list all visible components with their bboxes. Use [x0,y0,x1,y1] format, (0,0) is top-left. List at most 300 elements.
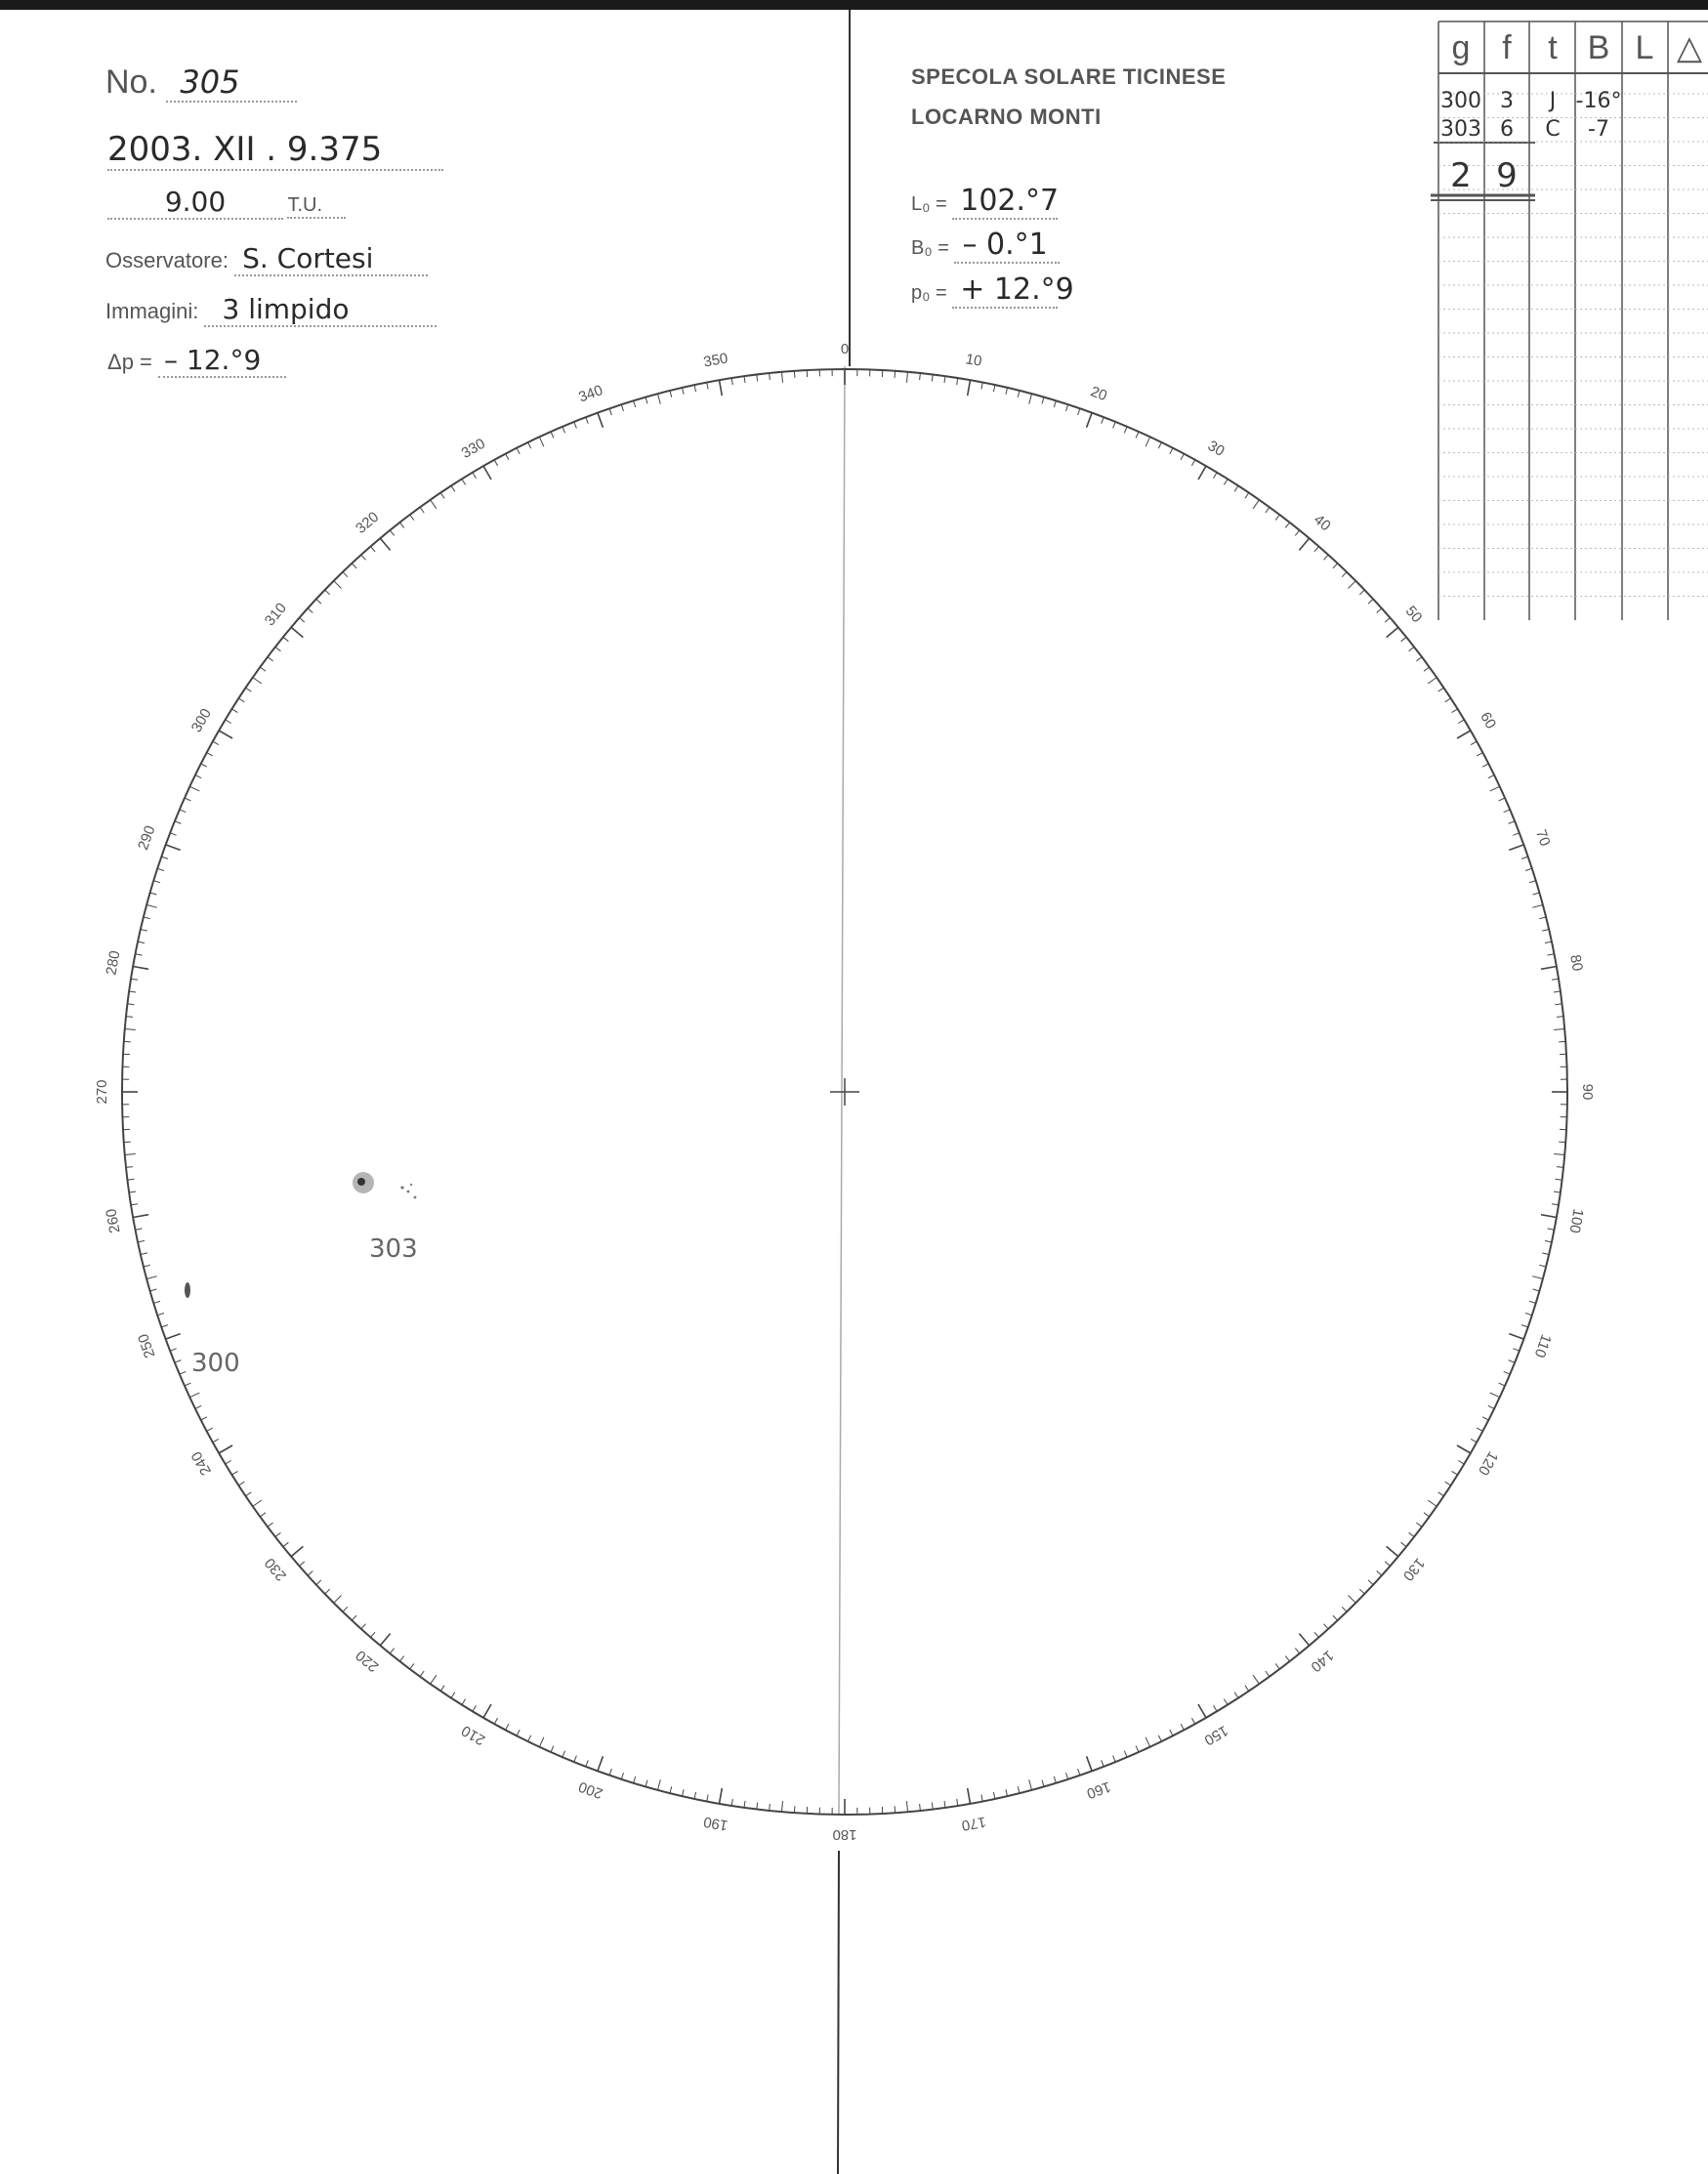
scale-tick [150,1289,157,1291]
scale-tick [1349,581,1356,589]
table-cell-group: 303 [1440,117,1481,142]
scale-tick [1214,473,1218,479]
scale-tick [1499,798,1505,801]
scale-tick [1438,688,1444,691]
scale-tick [1006,1789,1008,1796]
scale-tick [621,404,623,411]
scale-tick [670,391,672,397]
scale-tick [1490,1393,1500,1398]
group-300-label: 300 [191,1349,240,1378]
scale-tick [371,1632,376,1637]
scale-tick [494,1718,497,1724]
scale-tick [1477,753,1482,756]
scale-tick [1054,1777,1056,1783]
scale-tick [1266,507,1270,513]
table-header-b: B [1587,29,1610,66]
scale-tick [981,1795,982,1802]
scale-tick [1285,523,1289,528]
scale-tick [646,1780,647,1787]
scale-tick [770,1804,771,1811]
scale-tick [1513,1349,1520,1352]
scale-tick [1452,709,1458,713]
central-meridian-line [839,366,845,1814]
scale-tick [1409,647,1415,650]
l0-label: L₀ = [911,193,947,215]
table-cell-spots: 6 [1500,117,1514,142]
scale-tick [1042,1780,1044,1787]
scale-tick [1533,1289,1540,1291]
table-header-t: t [1548,29,1558,66]
table-header-f: f [1502,29,1512,66]
scale-tick [720,1788,723,1804]
scale-tick [1333,1615,1338,1620]
number-value: 305 [166,63,297,103]
table-cell-type: J [1549,89,1557,113]
table-total-spots: 9 [1496,156,1518,195]
scale-tick [268,657,273,661]
scale-tick [794,371,795,378]
scale-tick [213,741,219,744]
scale-tick [380,1634,390,1646]
scale-tick [1387,627,1398,637]
scale-tick [133,1215,148,1218]
scale-label: 30 [1204,437,1228,460]
scale-tick [253,678,262,684]
scale-tick [390,530,394,536]
scale-label: 110 [1530,1331,1555,1360]
scale-tick [462,479,466,484]
scale-tick [371,547,376,552]
scale-tick [189,1393,199,1398]
scale-tick [157,868,164,870]
scale-tick [895,371,896,378]
scale-tick [1253,1675,1259,1684]
scale-tick [1458,720,1464,724]
scale-tick [1552,979,1559,980]
scale-tick [1275,1663,1279,1669]
scale-tick [1266,1671,1270,1677]
scale-label: 270 [93,1079,110,1105]
time-value: 9.00 [107,186,283,220]
scale-tick [1299,538,1309,550]
scale-tick [136,1229,143,1230]
sunspot-group-303 [353,1172,418,1264]
scale-tick [1488,775,1494,778]
scale-tick [1409,1532,1415,1536]
images-value: 3 limpido [204,293,437,327]
scale-tick [1198,466,1206,480]
scale-tick [1342,1607,1347,1611]
scale-tick [141,1253,147,1255]
scale-tick [1529,881,1536,883]
scale-label: 60 [1477,709,1500,732]
table-cell-spots: 3 [1500,89,1514,113]
scale-tick [621,1773,623,1779]
scale-tick [141,930,147,932]
scale-tick [334,581,342,589]
scale-tick [1529,1301,1536,1303]
scale-label: 40 [1310,511,1334,535]
scale-label: 250 [135,1331,159,1360]
scale-tick [634,400,636,407]
scale-tick [1556,1004,1562,1005]
scale-tick [231,1471,237,1475]
scale-tick [574,1756,577,1763]
scale-tick [1509,1360,1516,1363]
scale-tick [757,375,758,382]
scale-tick [410,515,414,521]
table-cell-type: C [1545,117,1561,142]
scale-tick [1324,555,1329,560]
table-header-g: g [1451,29,1471,66]
scale-label: 100 [1565,1207,1587,1234]
scale-tick [744,376,745,383]
scale-tick [219,731,232,738]
time-unit: T.U. [287,194,346,219]
scale-tick [1387,1546,1398,1556]
scale-label: 350 [702,350,729,371]
scale-tick [634,1777,636,1783]
scale-tick [133,967,148,970]
scale-tick [128,1004,135,1005]
scale-tick [1457,1445,1471,1453]
bottom-axis-line [838,1851,839,2174]
scale-tick [144,917,150,919]
scale-tick [1170,1730,1173,1735]
scale-tick [1054,400,1056,407]
table-total-groups: 2 [1450,156,1472,195]
scale-label: 220 [353,1647,383,1676]
scale-tick [1539,1265,1546,1267]
p0-value: + 12.°9 [952,272,1058,309]
scale-tick [551,1746,554,1752]
scale-tick [483,1704,491,1718]
scale-tick [1181,454,1184,460]
scale-tick [1006,388,1008,395]
scale-tick [907,372,908,383]
scale-tick [246,688,252,691]
scale-tick [720,380,723,396]
scale-tick [1295,530,1299,536]
scale-tick [283,637,289,641]
scale-tick [1234,485,1238,491]
scale-tick [161,1325,168,1327]
scale-tick [1504,810,1511,813]
scale-tick [770,373,771,380]
scale-tick [431,1675,437,1684]
l0-value: 102.°7 [952,184,1058,220]
observatory-name: SPECOLA SOLARE TICINESE [911,64,1227,89]
scale-tick [1559,1142,1565,1143]
scale-tick [1285,1656,1289,1662]
table-header-delta: △ [1676,29,1703,66]
scale-tick [231,709,237,713]
scale-tick [1066,1773,1068,1779]
scale-tick [195,775,201,778]
scale-tick [683,388,685,395]
images-label: Immagini: [105,299,199,323]
scale-tick [1545,941,1552,943]
scale-tick [1482,764,1488,767]
scale-tick [1509,845,1523,851]
scale-tick [352,564,356,568]
scale-tick [1314,1632,1319,1637]
scale-tick [238,698,244,702]
scale-tick [1424,667,1430,671]
scale-tick [420,507,424,513]
scale-tick [517,1730,520,1735]
table-header-l: L [1635,29,1654,66]
scale-tick [598,413,604,428]
scale-tick [153,1301,160,1303]
scale-label: 0 [840,340,850,357]
scale-tick [1102,1760,1104,1767]
scale-tick [981,383,982,390]
scale-tick [957,1799,958,1806]
scale-tick [1424,1513,1430,1517]
scale-tick [609,1769,611,1776]
scale-tick [124,1041,131,1042]
scale-label: 130 [1399,1554,1429,1584]
scale-tick [431,500,437,509]
scale-tick [180,1371,187,1374]
scale-tick [1018,391,1020,397]
scale-tick [1513,833,1520,836]
scale-tick [1368,1580,1373,1585]
scale-tick [226,1461,231,1465]
scale-tick [219,1445,232,1453]
scale-tick [483,466,491,480]
scale-tick [1146,437,1150,446]
scale-tick [131,1204,138,1205]
scale-tick [707,383,708,390]
scale-tick [1525,868,1532,870]
scale-tick [185,1383,190,1386]
scale-label: 310 [261,600,290,630]
scale-tick [138,1240,145,1242]
scale-tick [968,380,971,396]
scale-label: 170 [960,1813,987,1834]
scale-tick [128,1179,135,1180]
scale-label: 330 [458,435,488,462]
scale-label: 80 [1566,953,1586,973]
scale-tick [782,1801,783,1812]
scale-tick [1214,1705,1218,1711]
scale-tick [316,599,321,604]
scale-tick [1295,1649,1299,1654]
scale-tick [213,1439,219,1442]
scale-tick [1368,599,1373,604]
scale-label: 120 [1475,1448,1502,1479]
scale-tick [598,1756,604,1771]
scale-tick [308,608,312,613]
scale-tick [1324,1624,1329,1629]
scale-tick [1191,460,1194,466]
scale-tick [1452,1471,1458,1475]
scale-tick [125,1154,136,1155]
scale-tick [399,523,403,528]
scale-label: 90 [1579,1083,1597,1101]
scale-label: 70 [1531,827,1554,849]
scale-tick [180,810,187,813]
scale-tick [125,1029,136,1030]
scale-label: 180 [832,1826,857,1844]
scale-tick [283,1542,289,1546]
scale-tick [920,1804,921,1811]
scale-tick [201,764,207,767]
scale-tick [201,1417,207,1420]
scale-label: 20 [1088,383,1109,405]
scale-tick [609,408,611,415]
group-303-umbra [357,1178,365,1186]
scale-tick [138,941,145,943]
scale-tick [150,893,157,895]
scale-tick [1488,1405,1494,1408]
scale-tick [1078,1769,1080,1776]
scale-tick [166,845,181,851]
b0-value: – 0.°1 [954,228,1060,264]
scale-tick [1087,1756,1093,1771]
scale-tick [1245,493,1249,499]
scale-tick [343,572,348,577]
scale-tick [361,555,366,560]
observer-value: S. Cortesi [234,242,428,276]
scale-tick [1377,1571,1382,1576]
scale-tick [1521,1325,1528,1327]
scale-tick [1224,479,1228,484]
scale-tick [506,1724,509,1730]
scale-tick [993,385,995,392]
scale-tick [1471,741,1477,744]
delta-p-label: Δp = [107,350,152,374]
scale-tick [1532,1276,1543,1279]
scale-tick [238,1482,244,1485]
scale-tick [1554,1029,1564,1030]
scale-tick [1552,1204,1559,1205]
scale-tick [195,1405,201,1408]
scale-label: 290 [135,823,159,853]
scale-tick [920,373,921,380]
scale-tick [226,720,231,724]
scale-tick [907,1801,908,1812]
scale-tick [932,1803,933,1810]
scale-tick [144,1265,150,1267]
scale-tick [670,1786,672,1793]
scale-tick [731,378,732,385]
scale-tick [1181,1724,1184,1730]
scale-tick [126,1017,133,1018]
scale-tick [136,954,143,955]
scale-tick [275,1532,281,1536]
scale-tick [308,1571,312,1576]
observatory-location: LOCARNO MONTI [911,105,1102,129]
scale-tick [1158,1735,1161,1741]
scale-tick [451,485,455,491]
scale-tick [1542,1253,1549,1255]
scale-tick [473,473,477,479]
scale-tick [1541,967,1557,970]
scale-tick [1066,404,1068,411]
scale-label: 260 [103,1207,124,1234]
scale-tick [473,1705,477,1711]
scale-label: 150 [1201,1722,1231,1749]
scale-label: 200 [576,1777,605,1802]
delta-p-value: – 12.°9 [158,344,286,378]
scale-tick [517,448,520,454]
scale-tick [129,991,136,992]
group-303-label: 303 [369,1234,418,1264]
scale-tick [1542,930,1549,932]
scale-label: 240 [187,1448,215,1479]
scale-tick [1146,1737,1150,1747]
scale-tick [757,1803,758,1810]
scale-tick [131,979,138,980]
observer-label: Osservatore: [105,248,229,272]
scale-tick [1113,1756,1116,1763]
group-303-pore [400,1186,403,1189]
scale-label: 50 [1401,603,1426,627]
scale-tick [658,1779,661,1790]
scale-tick [1457,731,1471,738]
scale-tick [694,1792,696,1799]
scale-tick [1416,657,1422,661]
scale-tick [1314,547,1319,552]
scale-tick [1482,1417,1488,1420]
scale-tick [1191,1718,1194,1724]
date-value: 2003. XII . 9.375 [107,130,443,171]
scale-tick [1113,422,1116,429]
scale-tick [1245,1686,1249,1692]
scale-tick [944,1801,945,1808]
scale-tick [1477,1428,1482,1431]
scale-tick [1136,432,1139,438]
scale-tick [166,1334,181,1340]
scale-tick [343,1607,348,1611]
scale-tick [1554,991,1561,992]
scale-tick [1029,1779,1032,1790]
scale-label: 10 [964,351,983,370]
scale-tick [1471,1439,1477,1442]
scale-tick [1428,678,1437,684]
scale-tick [957,378,958,385]
scale-tick [440,1686,444,1692]
scale-tick [1548,1229,1555,1230]
scale-tick [707,1795,708,1802]
scale-tick [932,375,933,382]
scale-tick [325,1589,330,1594]
scale-tick [1224,1699,1228,1705]
scale-tick [153,881,160,883]
scale-tick [1042,397,1044,404]
group-303-pore [410,1184,412,1186]
scale-tick [586,417,589,424]
scale-tick [1559,1041,1565,1042]
scale-tick [1401,637,1407,641]
scale-tick [1275,515,1279,521]
scale-tick [1458,1461,1464,1465]
scale-tick [451,1693,455,1698]
scale-tick [325,590,330,595]
scale-tick [539,437,544,446]
scale-tick [1438,1492,1444,1496]
scale-tick [1554,1154,1564,1155]
scale-tick [1556,1179,1562,1180]
scale-tick [968,1788,971,1804]
scale-tick [462,1699,466,1705]
scale-tick [1253,500,1259,509]
scale-tick [1299,1634,1309,1646]
scale-tick [1342,572,1347,577]
